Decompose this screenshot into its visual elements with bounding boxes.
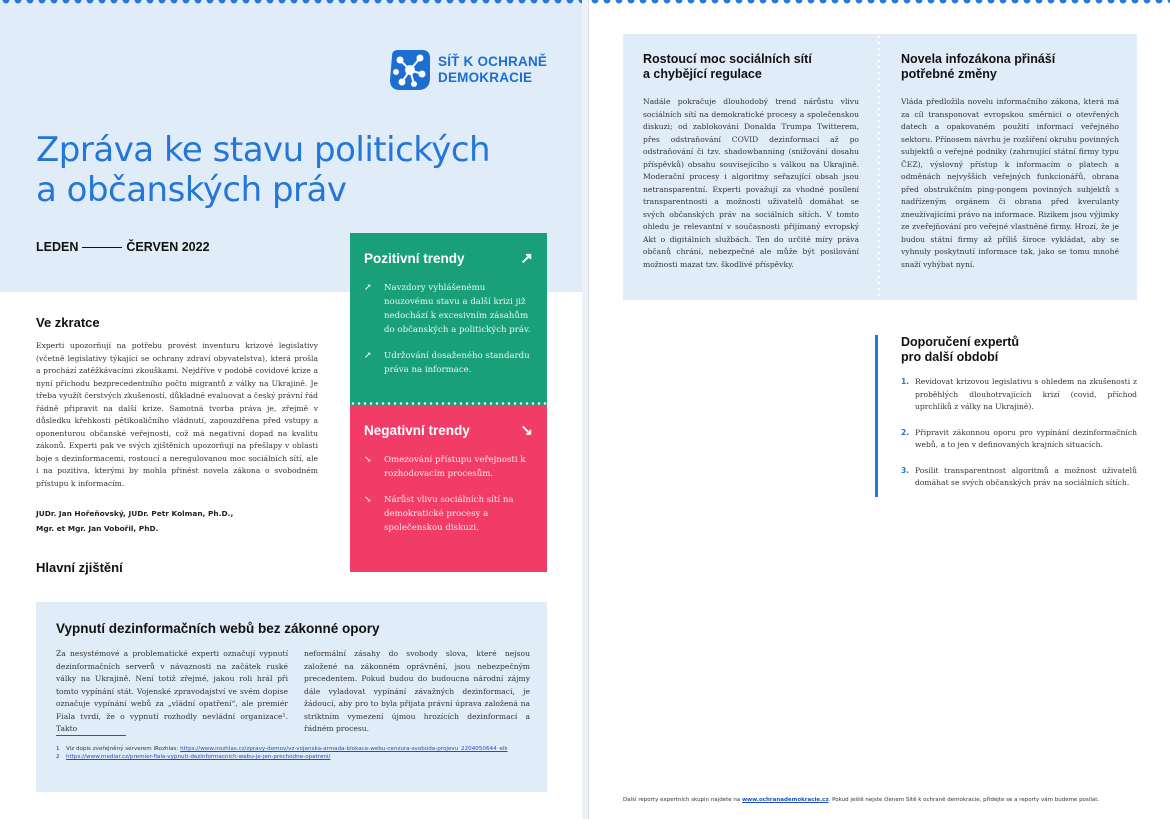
footnote-prefix: Viz dopis zveřejněný serverem iRozhlas: <box>66 746 181 752</box>
infolaw-text: Vláda předložila novelu informačního zákona, která má za cíl transponovat evropskou směrnici o otevřených datech a opakovaném použití informací veřejného sektoru. Přínosem návrhu je rozšíření okruhu povinných subjektů o veřejné podniky (zahrnující státní firmy typu ČEZ), výslovný přístup k informacím o platech a odměnách nejvyšších veřejných funkcionářů, obrana před obstrukčním ping-pongem povinných subjektů s nadřízeným orgánem či obrana před kverulanty zneužívajícími právo na informace. Rizikem jsou výjimky ze zveřejňování pro veřejné vlastněné firmy. Hrozí, že je budou státní firmy až příliš široce vykládat, aby se vyhnuly poskytnutí informace tak, jako se tomu mnohé snaží vyhýbat nyní. <box>901 97 1119 269</box>
report-page-right <box>588 0 1170 819</box>
negative-item-2: Nárůst vlivu sociálních sítí na demokratické procesy a společenskou diskuzi. <box>384 495 514 533</box>
title-line1: Zpráva ke stavu politických <box>36 130 491 170</box>
item-number: 2. <box>901 427 910 437</box>
list-item <box>364 493 536 535</box>
social-text: Nadále pokračuje dlouhodobý trend nárůstu vlivu sociálních sítí na demokratické procesy a společenskou diskuzi; od zablokování Donalda Trumpa Twitterem, přes odstraňování COVID dezinformací až po odstraňování či tzv. shadowbanning (snižování dosahu příspěvků) obsahu souvisejícího s válkou na Ukrajině. Moderační procesy i algoritmy seřazující obsah jsou netransparentní. Experti považují za vhodné posílení transparentnosti a možnosti uživatelů domáhat se svých občanských práv na sociálních sítích. V tomto ohledu je relevantní v současnosti přijímaný evropský Akt o digitálních službách. Ten do určité míry práva občanů chrání, nebezpečné ale může být posilování možnosti mazat tzv. škodlivé příspěvky. <box>643 97 859 269</box>
footnote-link-2[interactable]: https://www.mediar.cz/premier-fiala-vypnuti-dezinformacnich-webu-je-jen-prechodne-opatreni/ <box>66 754 331 760</box>
positive-item-2: Udržování dosaženého standardu práva na informace. <box>384 351 530 375</box>
footer-note <box>623 796 1139 804</box>
logo-line1: SÍŤ K OCHRANĚ <box>438 54 548 69</box>
social-title-line2: a chybějící regulace <box>643 67 762 81</box>
title-line2: a občanských práv <box>36 170 347 210</box>
logo[interactable] <box>388 48 547 92</box>
page-top-dots <box>589 0 1170 8</box>
experts-title <box>901 335 1019 365</box>
summary-text: Experti upozorňují na potřebu provést inventuru krizové legislativy (včetně legislativy týkající se ochrany zdraví obyvatelstva), která prošla a prochází zatěžkávacími zkouškami. Nejdříve v podobě covidové krize a nyní příchodu bezprecedentního počtu migrantů z války na Ukrajině. Je třeba využít čerstvých zkušeností, důkladně evaluovat a český právní řád řádně připravit na další krize. Samotná tvorba práva je, zřejmě v důsledku křehkosti pětikoaličního vládnutí, zapouzdřena před vstupy a oponenturou občanské veřejnosti, což má negativní dopad na kvalitu zákonů. Experti pak ve svých zjištěních upozorňují na přešlapy v oblasti boje s dezinformacemi, rostoucí a neregulovanou moc sociálních sítí, ale i na pozitiva, kterými by mohla přinést novela zákona o svobodném přístupu k informacím. <box>36 341 318 488</box>
top-boxes <box>623 34 1137 300</box>
expert-item-2: Připravit zákonnou oporu pro vypínání dezinformačních webů, a to jen v definovaných krajních situacích. <box>915 427 1137 449</box>
period-end: ČERVEN 2022 <box>126 240 210 254</box>
report-period <box>36 240 210 254</box>
negative-trends-list <box>364 453 536 547</box>
experts-title-line1: Doporučení expertů <box>901 335 1020 349</box>
findings-heading: Hlavní zjištění <box>36 560 123 575</box>
arrow-up-right-icon: ↗ <box>520 250 533 267</box>
bullet-arrow-icon: ↘ <box>364 455 372 465</box>
disinfo-title: Vypnutí dezinformačních webů bez zákonné opory <box>56 621 380 636</box>
disinfo-col1: Za nesystémové a problematické experti označují vypnutí dezinformačních serverů v návaznosti na začátek ruské války na Ukrajině. Není totiž zřejmé, jakou roli hrál při tomto vypínání stát. Vojenské zpravodajství ve svém dopise označuje vypínání webů za „vládní opatření“, ale premiér Fiala tvrdí, že o vypnutí rozhodly nevládní organizace¹. Takto <box>56 649 288 733</box>
footnote-link-1[interactable]: https://www.irozhlas.cz/zpravy-domov/vz-vojenska-armada-blokace-webu-cenzura-svoboda-projevu_2204050644_elk <box>180 746 508 752</box>
list-item <box>364 349 536 377</box>
bullet-arrow-icon: ↗ <box>364 351 372 361</box>
infolaw-title-line2: potřebné změny <box>901 67 997 81</box>
experts-list <box>901 376 1137 503</box>
period-dash <box>82 247 122 248</box>
list-item <box>901 427 1137 452</box>
negative-trends-title: Negativní trendy <box>364 423 470 438</box>
arrow-down-right-icon: ↘ <box>520 422 533 439</box>
social-title-line1: Rostoucí moc sociálních sítí <box>643 52 812 66</box>
footer-link[interactable]: www.ochranademokracie.cz <box>741 797 829 803</box>
item-number: 1. <box>901 377 910 386</box>
bullet-arrow-icon: ↗ <box>364 283 372 293</box>
positive-trends-list <box>364 281 536 389</box>
positive-trends-title: Pozitivní trendy <box>364 251 465 266</box>
disinfo-box <box>36 602 547 792</box>
list-item <box>364 453 536 481</box>
period-start: LEDEN <box>36 240 79 254</box>
network-logo-icon <box>388 48 432 92</box>
negative-trends-panel <box>350 405 547 572</box>
page-top-dots <box>0 0 582 8</box>
report-page-left <box>0 0 582 819</box>
footnote-number: 1 <box>56 746 60 752</box>
authors-line2: Mgr. et Mgr. Jan Vobořil, PhD. <box>36 524 159 533</box>
footnote-1 <box>56 745 536 753</box>
social-media-box <box>623 34 877 300</box>
list-item <box>901 376 1137 414</box>
logo-text <box>438 54 547 86</box>
infolaw-title-line1: Novela infozákona přináší <box>901 52 1056 66</box>
expert-item-1: Revidovat krizovou legislativu s ohledem na zkušenosti z proběhlých dlouhotrvajících krizí (covid, příchod uprchlíků z války na Ukrajině). <box>915 377 1137 411</box>
social-title <box>643 52 863 82</box>
bullet-arrow-icon: ↘ <box>364 495 372 505</box>
positive-trends-panel <box>350 233 547 403</box>
summary-heading: Ve zkratce <box>36 315 100 330</box>
list-item <box>364 281 536 337</box>
negative-item-1: Omezování přístupu veřejnosti k rozhodovacím procesům. <box>384 455 526 479</box>
logo-line2: DEMOKRACIE <box>438 70 533 85</box>
footnote-rule <box>56 735 126 736</box>
footer-prefix: Další reporty expertních skupin najdete na <box>623 797 742 803</box>
authors <box>36 506 318 536</box>
item-number: 3. <box>901 465 910 475</box>
disinfo-col2: neformální zásahy do svobody slova, které nejsou založené na zákonném oprávnění, jsou nebezpečným precedentem. Pokud budou do budoucna národní zájmy dále vyladovat vypínání závažných dezinformací, je žádoucí, aby pro to byla přijata právní úprava založená na striktním vymezení újmou hrozících dezinformací a řádném procesu. <box>304 649 530 733</box>
expert-item-3: Posílit transparentnost algoritmů a možnost uživatelů domáhat se svých občanských práv na sociálních sítích. <box>915 465 1137 487</box>
footnote-2 <box>56 753 536 761</box>
experts-title-line2: pro další období <box>901 350 999 364</box>
infolaw-box <box>881 34 1137 300</box>
list-item <box>901 465 1137 490</box>
footnote-number: 2 <box>56 754 60 760</box>
accent-bar <box>875 335 878 497</box>
expert-recommendations <box>875 335 1137 497</box>
authors-line1: JUDr. Jan Hořeňovský, JUDr. Petr Kolman, Ph.D., <box>36 509 234 518</box>
report-title <box>36 130 506 210</box>
footer-suffix: . Pokud ještě nejste členem Sítě k ochraně demokracie, přidejte se a reporty vám budeme posílat. <box>828 797 1100 803</box>
positive-item-1: Navzdory vyhlášenému nouzovému stavu a další krizi již nedochází k excesivním zásahům do občanských a politických práv. <box>384 283 531 335</box>
infolaw-title <box>901 52 1121 82</box>
